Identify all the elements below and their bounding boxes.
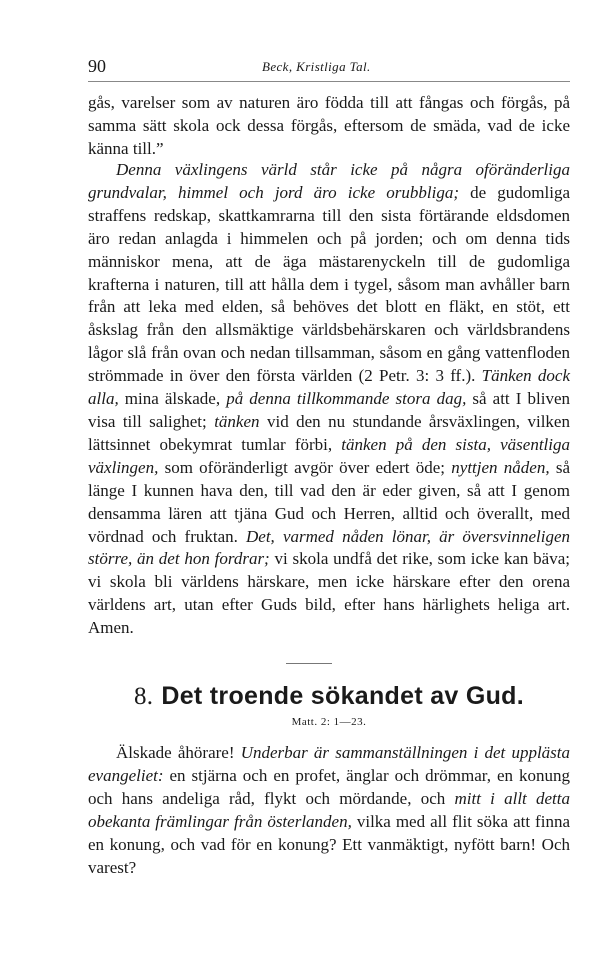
- paragraph-continuation: [88, 92, 570, 161]
- paragraph-text: så att I bliven visa till salighet;: [88, 389, 570, 431]
- italic-phrase: Det, varmed nåden lönar, är översvinneligen större, än det hon fordrar;: [88, 526, 570, 569]
- paragraph-text: de gudomliga straffens redskap, skattkamrarna till den sista förtärande eldsdomen äro redan anlagda i himmelen och på jorden; och om denna tids människor mena, att de äga mästarenyckeln till de gudomliga krafterna i naturen, till att hålla dem i tygel, såsom man avhåller barn från att leka med elden, så behöves det blott en fläkt, en stöt, ett åskslag från den allsmäktige världsbehärskaren och världsbrandens lågor slå från ovan och nedan tillsamman, såsom en gång vattenfloden strömmade in över den första världen (2 Petr. 3: 3 ff.).: [88, 182, 570, 386]
- paragraph-text: Älskade åhörare!: [116, 743, 241, 762]
- italic-phrase: Tänken dock alla,: [88, 366, 571, 409]
- italic-phrase: Denna växlingens värld står icke på några oföränderliga grundvalar, himmel och jord äro icke orubbliga;: [88, 160, 570, 202]
- paragraph-opening: [88, 742, 570, 879]
- paragraph-text: vi skola undfå det rike, som icke kan bäva; vi skola bli världens härskare, men icke härskare efter den orena världens art, utan efter Guds bild, efter hans härlighets heliga art. Amen.: [88, 549, 570, 638]
- chapter-heading: [88, 682, 570, 711]
- italic-phrase: mitt i allt detta obekanta främlingar från österlanden,: [88, 788, 570, 831]
- section-divider: [286, 663, 332, 664]
- chapter-title: Det troende sökandet av Gud.: [161, 682, 524, 710]
- italic-phrase: på denna tillkommande stora dag,: [226, 389, 467, 409]
- paragraph-text: gås, varelser som av naturen äro födda till att fångas och förgås, på samma sätt skola ock dessa förgås, eftersom de smäda, vad de icke känna till.”: [88, 93, 570, 158]
- italic-phrase: tänken på den sista, väsentliga växlingen,: [88, 434, 570, 477]
- italic-phrase: tänken: [214, 411, 260, 431]
- paragraph-text: så länge I kunnen hava den, till vad den är eder given, så att I genom densamma lären att tjäna Gud och Herren, alltid och överallt, med vördnad och fruktan.: [88, 457, 570, 546]
- paragraph-text: mina älskade,: [118, 389, 227, 409]
- scripture-reference: Matt. 2: 1—23.: [291, 716, 367, 728]
- chapter-number: 8.: [134, 683, 154, 710]
- paragraph-text: en stjärna och en profet, änglar och drömmar, en konung och hans andeliga råd, flykt och mördande, och: [88, 765, 570, 808]
- italic-phrase: Underbar är sammanställningen i det upplästa evangeliet:: [88, 743, 571, 785]
- page-number: 90: [88, 56, 106, 76]
- header-rule: [88, 81, 570, 82]
- italic-phrase: nyttjen nåden,: [451, 457, 550, 477]
- paragraph-text: vilka med all flit söka att finna en konung, och vad för en konung? Ett vanmäktigt, nyfött barn! Och varest?: [88, 811, 570, 877]
- paragraph-denna: [88, 159, 570, 640]
- paragraph-text: som oföränderligt avgör över edert öde;: [158, 457, 452, 477]
- running-head: Beck, Kristliga Tal.: [262, 59, 371, 74]
- page-header: [88, 56, 568, 82]
- paragraph-text: vid den nu stundande årsväxlingen, vilken lättsinnet obekymrat tumlar förbi,: [88, 411, 570, 454]
